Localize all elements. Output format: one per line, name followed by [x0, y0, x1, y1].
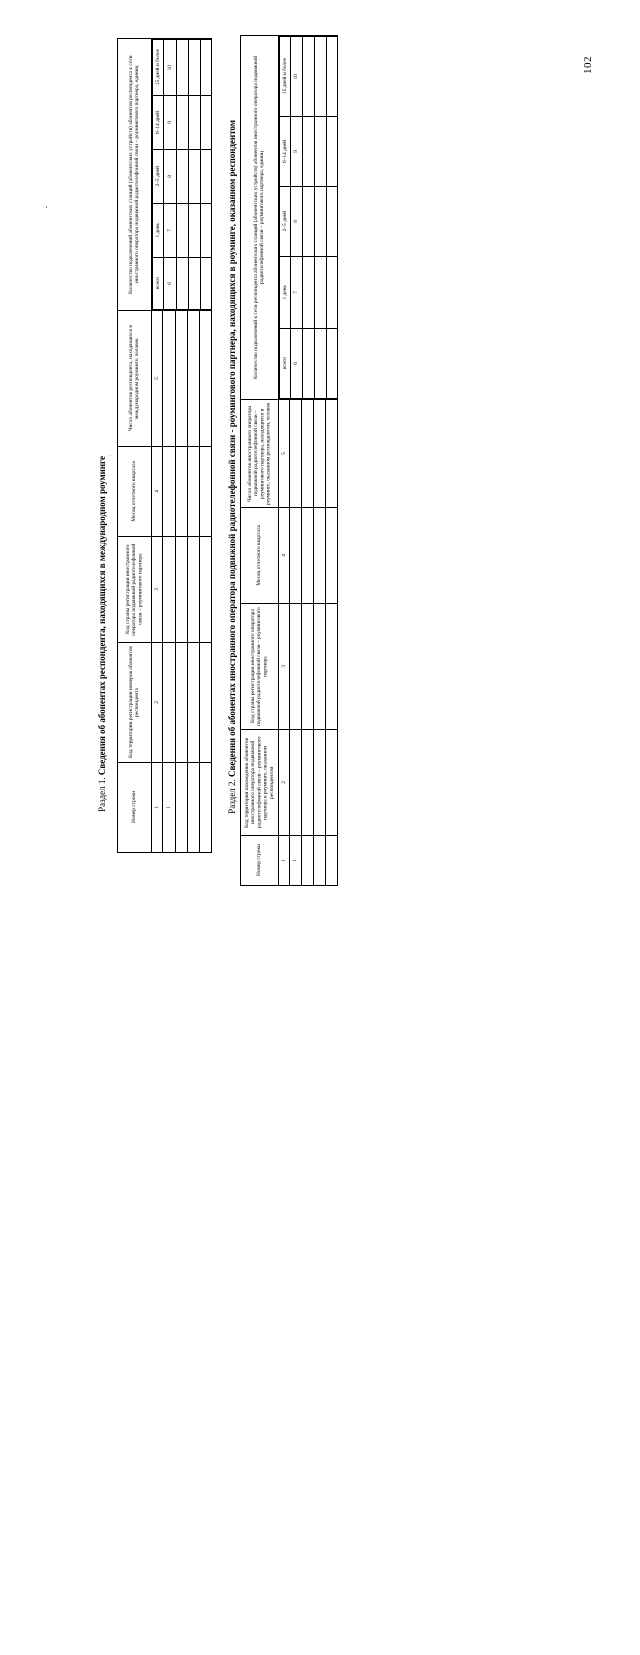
scan-speck [46, 206, 47, 208]
col-month-label: Месяц отчетного квартала [256, 525, 263, 586]
col-d2-header [280, 187, 291, 257]
row-number-cell [290, 836, 302, 886]
col-number-7 [291, 257, 303, 329]
col-number-8-label: 8 [293, 220, 300, 223]
cell-blank [176, 763, 188, 853]
section1-table [117, 38, 212, 853]
col-d4-label: 15 дней и более [281, 58, 288, 95]
col-number-1-label: 1 [280, 859, 287, 862]
cell-blank [189, 150, 201, 204]
devices-group-header [241, 36, 279, 400]
cell-blank [176, 537, 188, 643]
cell-blank [189, 204, 201, 258]
devices-group-label: Количество подключений к сети респондента абонентских станций (абонентских устройств) абонентов иностранного оператора подвижной радиотелефонной связи – роумингового партнера, единиц [253, 55, 266, 380]
section2-title-text: Сведения об абонентах иностранного оператора подвижной радиотелефонной связи - роумингового партнера, находящихся в роуминге, оказанном респондентом [227, 120, 237, 778]
col-number-3-label: 3 [153, 588, 160, 591]
col-total-label: всего [154, 277, 161, 290]
col-d4-header [153, 40, 164, 96]
col-country-code-header [118, 537, 152, 643]
section1-devices-subgrid [152, 39, 211, 310]
col-number-9-label: 9 [293, 150, 300, 153]
cell-blank [327, 329, 338, 399]
cell-blank [290, 400, 302, 508]
cell-blank [189, 96, 201, 150]
cell-blank [163, 537, 176, 643]
col-number-3-label: 3 [280, 665, 287, 668]
col-row-number-label: Номер строки [256, 844, 263, 877]
col-territory-code-label: Код территории регистрации номеров абонентов респондента [128, 646, 141, 759]
cell-blank [303, 117, 315, 187]
cell-blank [200, 643, 212, 763]
col-number-10 [291, 37, 303, 117]
cell-blank [303, 187, 315, 257]
col-number-2 [152, 643, 163, 763]
col-country-code-label: Код страны регистрации иностранного оператора подвижной радиотелефонной связи – роумингового партнера [125, 543, 144, 636]
col-row-number-label: Номер строки [131, 791, 138, 824]
col-number-2-label: 2 [153, 701, 160, 704]
col-number-9-label: 9 [166, 121, 173, 124]
cell-blank [201, 204, 212, 258]
col-country-code-header [241, 604, 279, 730]
cell-blank [302, 730, 314, 836]
cell-blank [302, 604, 314, 730]
cell-blank [326, 836, 338, 886]
cell-blank [201, 96, 212, 150]
col-number-5 [279, 400, 290, 508]
col-number-2 [279, 730, 290, 836]
cell-blank [326, 508, 338, 604]
cell-blank [200, 537, 212, 643]
cell-blank [314, 730, 326, 836]
cell-blank [327, 117, 338, 187]
col-number-2-label: 2 [280, 781, 287, 784]
cell-blank [327, 257, 338, 329]
col-territory-code-header [118, 643, 152, 763]
col-number-7-label: 7 [166, 229, 173, 232]
cell-blank [315, 117, 327, 187]
col-number-1-label: 1 [153, 806, 160, 809]
cell-blank [327, 37, 338, 117]
col-number-6-label: 6 [293, 362, 300, 365]
col-row-number-header [118, 763, 152, 853]
cell-blank [176, 643, 188, 763]
cell-blank [200, 447, 212, 537]
col-total-header [280, 329, 291, 399]
col-number-8 [291, 187, 303, 257]
col-number-6-label: 6 [166, 282, 173, 285]
section1-title-text: Сведения об абонентах респондента, находящихся в международном роуминге [97, 456, 107, 776]
cell-blank [302, 508, 314, 604]
cell-blank [302, 400, 314, 508]
col-d2-label: 2–5 дней [154, 166, 161, 187]
section2-table [240, 35, 338, 886]
col-number-9 [291, 117, 303, 187]
col-number-4 [279, 508, 290, 604]
cell-blank [201, 40, 212, 96]
col-d4-label: 15 дней и более [154, 49, 161, 86]
cell-blank [189, 258, 201, 310]
cell-blank [189, 40, 201, 96]
section1-title-prefix: Раздел 1. [97, 777, 107, 812]
col-month-header [118, 447, 152, 537]
col-d3-header [280, 117, 291, 187]
cell-blank [290, 730, 302, 836]
cell-blank [327, 187, 338, 257]
col-number-4 [152, 447, 163, 537]
col-total-label: всего [281, 357, 288, 370]
cell-blank [201, 150, 212, 204]
cell-blank [188, 643, 200, 763]
cell-blank [200, 763, 212, 853]
cell-blank [177, 96, 189, 150]
cell-blank [326, 730, 338, 836]
col-subscribers-label: Число абонентов респондента, находящихся в международном роуминге, человек [128, 325, 141, 432]
section2-title [228, 120, 237, 814]
cell-blank [163, 311, 176, 447]
col-d4-header [280, 37, 291, 117]
cell-blank [188, 537, 200, 643]
devices-group-header [118, 39, 152, 311]
section2-title-prefix: Раздел 2. [227, 779, 237, 814]
row-number-1: 1 [165, 806, 172, 809]
cell-blank [302, 836, 314, 886]
cell-blank [314, 400, 326, 508]
cell-blank [314, 508, 326, 604]
col-number-5 [152, 311, 163, 447]
col-subscribers-label: Число абонентов иностранного оператора подвижной радиотелефонной связи – роумингового партнера, находящихся в роуминге, оказанном респондентом, человек [247, 402, 272, 505]
col-number-10-label: 10 [166, 64, 173, 71]
section1-title [98, 456, 107, 812]
col-number-9 [164, 96, 177, 150]
col-d3-header [153, 96, 164, 150]
cell-blank [163, 447, 176, 537]
col-number-7 [164, 204, 177, 258]
col-d1-header [280, 257, 291, 329]
col-d1-label: 1 день [154, 223, 161, 238]
col-territory-code-header [241, 730, 279, 836]
cell-blank [188, 447, 200, 537]
cell-blank [314, 604, 326, 730]
cell-blank [177, 258, 189, 310]
cell-blank [163, 643, 176, 763]
cell-blank [177, 204, 189, 258]
cell-blank [326, 604, 338, 730]
col-territory-code-label: Код территории нахождения абонентов иностранного оператора подвижной радиотелефонной связи – роумингового партнера в роуминге, оказанном респондентом [243, 736, 275, 829]
col-number-3 [279, 604, 290, 730]
cell-blank [177, 40, 189, 96]
row-number-cell [163, 763, 176, 853]
cell-blank [303, 329, 315, 399]
col-number-1 [152, 763, 163, 853]
col-subscribers-header [241, 400, 279, 508]
col-row-number-header [241, 836, 279, 886]
cell-blank [315, 187, 327, 257]
cell-blank [326, 400, 338, 508]
cell-blank [201, 258, 212, 310]
col-number-5-label: 5 [153, 377, 160, 380]
cell-blank [303, 37, 315, 117]
col-number-6 [164, 258, 177, 310]
cell-blank [315, 257, 327, 329]
col-number-6 [291, 329, 303, 399]
cell-blank [200, 311, 212, 447]
cell-blank [314, 836, 326, 886]
cell-blank [177, 150, 189, 204]
col-number-7-label: 7 [293, 291, 300, 294]
col-number-8-label: 8 [166, 175, 173, 178]
devices-group-label: Количество подключений абонентских станций (абонентских устройств) абонентов респондента к сети иностранного оператора подвижной радиотелефонной связи – роумингового партнера, единиц [128, 55, 141, 294]
col-d2-header [153, 150, 164, 204]
cell-blank [290, 604, 302, 730]
col-number-10 [164, 40, 177, 96]
col-d1-label: 1 день [281, 285, 288, 300]
col-d3-label: 6–14 дней [281, 139, 288, 164]
cell-blank [315, 37, 327, 117]
col-d2-label: 2–5 дней [281, 211, 288, 232]
cell-blank [315, 329, 327, 399]
col-d1-header [153, 204, 164, 258]
cell-blank [176, 311, 188, 447]
page-number: 102 [582, 56, 594, 74]
col-month-header [241, 508, 279, 604]
col-number-1 [279, 836, 290, 886]
col-number-10-label: 10 [293, 73, 300, 80]
col-d3-label: 6–14 дней [154, 110, 161, 135]
cell-blank [303, 257, 315, 329]
col-number-5-label: 5 [280, 452, 287, 455]
col-number-4-label: 4 [280, 554, 287, 557]
col-subscribers-header [118, 311, 152, 447]
scan-speck [110, 455, 111, 456]
section2-devices-subgrid [279, 36, 337, 399]
cell-blank [290, 508, 302, 604]
col-number-4-label: 4 [153, 490, 160, 493]
col-number-8 [164, 150, 177, 204]
col-total-header [153, 258, 164, 310]
col-month-label: Месяц отчетного квартала [131, 461, 138, 522]
col-country-code-label: Код страны регистрации иностранного оператора подвижной радиотелефонной связи – роумингового партнера [250, 607, 269, 726]
cell-blank [176, 447, 188, 537]
cell-blank [188, 311, 200, 447]
row-number-1: 1 [292, 859, 299, 862]
col-number-3 [152, 537, 163, 643]
cell-blank [188, 763, 200, 853]
